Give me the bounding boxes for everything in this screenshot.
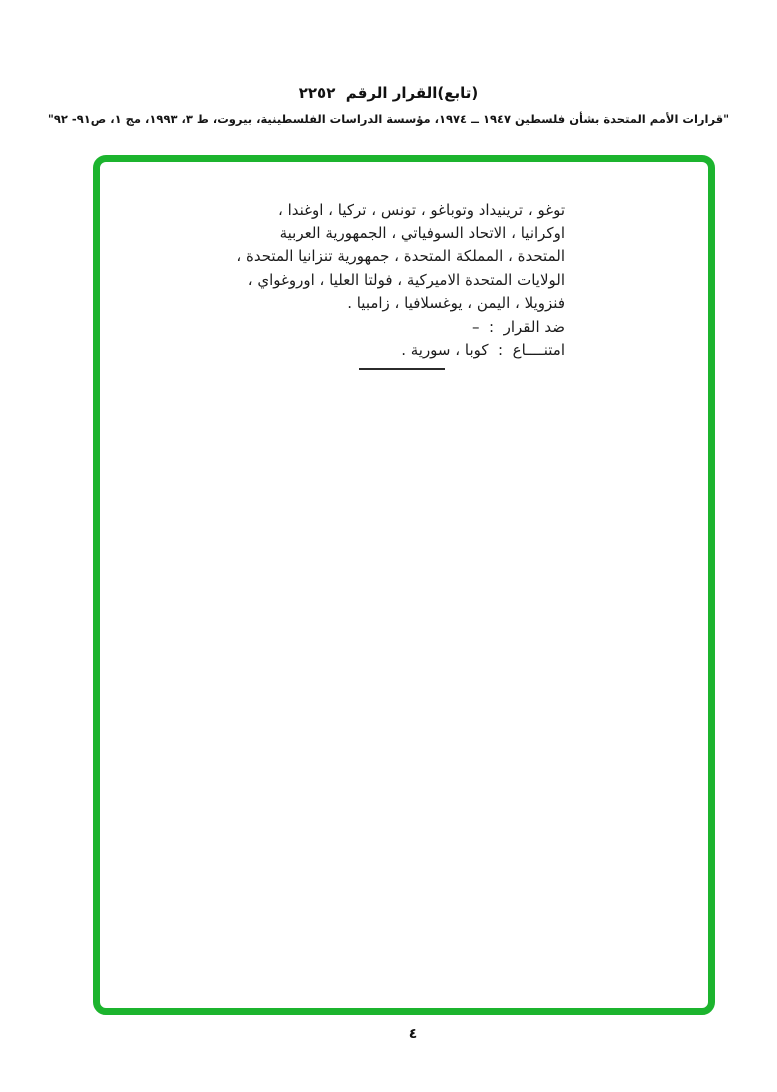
country-list-line: فنزويلا ، اليمن ، يوغسلافيا ، زامبيا .: [347, 293, 565, 312]
against-vote-line: ضد القرار : –: [471, 318, 565, 337]
country-list-line: المتحدة ، المملكة المتحدة ، جمهورية تنزانيا المتحدة ،: [236, 247, 565, 266]
country-list-line: اوكرانيا ، الاتحاد السوفياتي ، الجمهورية العربية: [279, 224, 565, 243]
resolution-title: (تابع)القرار الرقم ٢٢٥٢: [298, 84, 479, 102]
country-list-line: الولايات المتحدة الاميركية ، فولتا العليا ، اوروغواي ،: [247, 270, 565, 289]
body-text-block: [212, 199, 565, 362]
abstain-vote-line: امتنــــاع : كوبا ، سورية .: [401, 341, 565, 360]
country-list-line: توغو ، ترينيداد وتوباغو ، تونس ، تركيا ، اوغندا ،: [277, 201, 565, 219]
citation-line: "قرارات الأمم المتحدة بشأن فلسطين ١٩٤٧ ــ ١٩٧٤، مؤسسة الدراسات الفلسطينية، بيروت، ط ٣، ١٩٩٣، مج ١، ص٩١- ٩٢": [47, 112, 730, 126]
footnote-divider: [359, 368, 445, 370]
page-number: ٤: [408, 1026, 418, 1042]
green-frame: [93, 155, 715, 1015]
